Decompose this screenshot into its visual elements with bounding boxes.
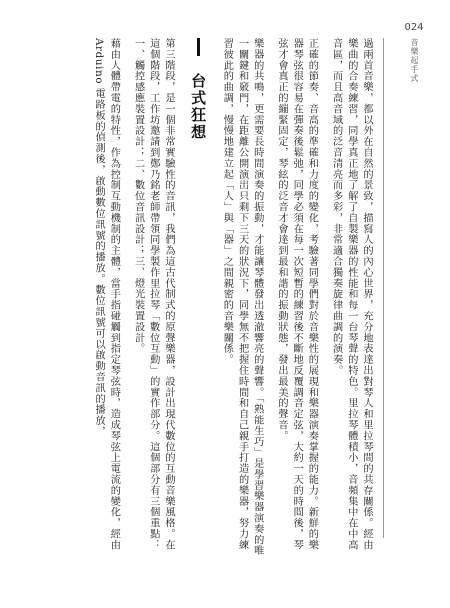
paragraph: 過兩首音樂，都以外在自然的景致，描寫人的內心世界，充分地表達出對琴人和里拉琴間的共存關係。經由樂曲的合奏練習，同學真正地了解了自製樂器的性能和每一台琴聲的特色。里拉琴體積小，音頻集中在中高音區，而且高音域的泛音清亮而多彩，非常適合獨奏旋律曲調的演奏。 [330,38,372,551]
heading-bar [197,38,200,56]
running-head: 音樂起手式 [410,38,419,83]
page-number: 024 [404,22,424,33]
section-heading [189,38,208,558]
body-text [40,38,374,558]
paragraph: 第三階段，是一個非常實驗性的音訊，我們為這古代制式的原聲樂器，設計出現代數位的互動音樂風格。在這個階段，工作坊邀請到鄭乃銘老師帶領同學製作里拉琴「數位互動」的實作部分。這個部分有三個重點：一、觸控感應裝置設計；二、數位音訊設計；三、燈光裝置設計。 [132,38,174,551]
paragraph: 正確的節奏、音高的準確和力度的變化，考驗著同學們對於音樂性的展現和樂器演奏掌握的能力。新鮮的樂器琴弦很容易在彈奏後鬆弛，同學必須在每一次短暫的練習後不斷地反覆調音定弦，大約一天的時間後，琴弦才會真正的繃緊固定，琴絃的泛音才會達到最和諧的振動狀態，發出最美的聲音。 [275,38,318,551]
paragraph: 樂器的共鳴，更需要長時間演奏的振動，才能讓琴體發出透澈響亮的聲響。「熟能生巧」是學習樂器演奏的唯一關鍵和竅門，在距離公開演出只剩下三天的狀況下，同學無不把握住時間和自己親手打造的樂器，努力練習彼此的曲調，慢慢地建立起「人」與「器」之間親密的音樂關係。 [221,38,263,557]
section-title: 台式狂想 [189,73,208,142]
paragraph: 藉由人體帶電的特性，作為控制互動機制的主體，當手指碰觸到指定琴弦時，造成琴弦上電流的變化，經由 Arduino 電路板的偵測後，啟動數位訊號的播放。數位訊號可以啟動音訊的播放， [93,38,120,551]
header-rule [383,38,384,538]
